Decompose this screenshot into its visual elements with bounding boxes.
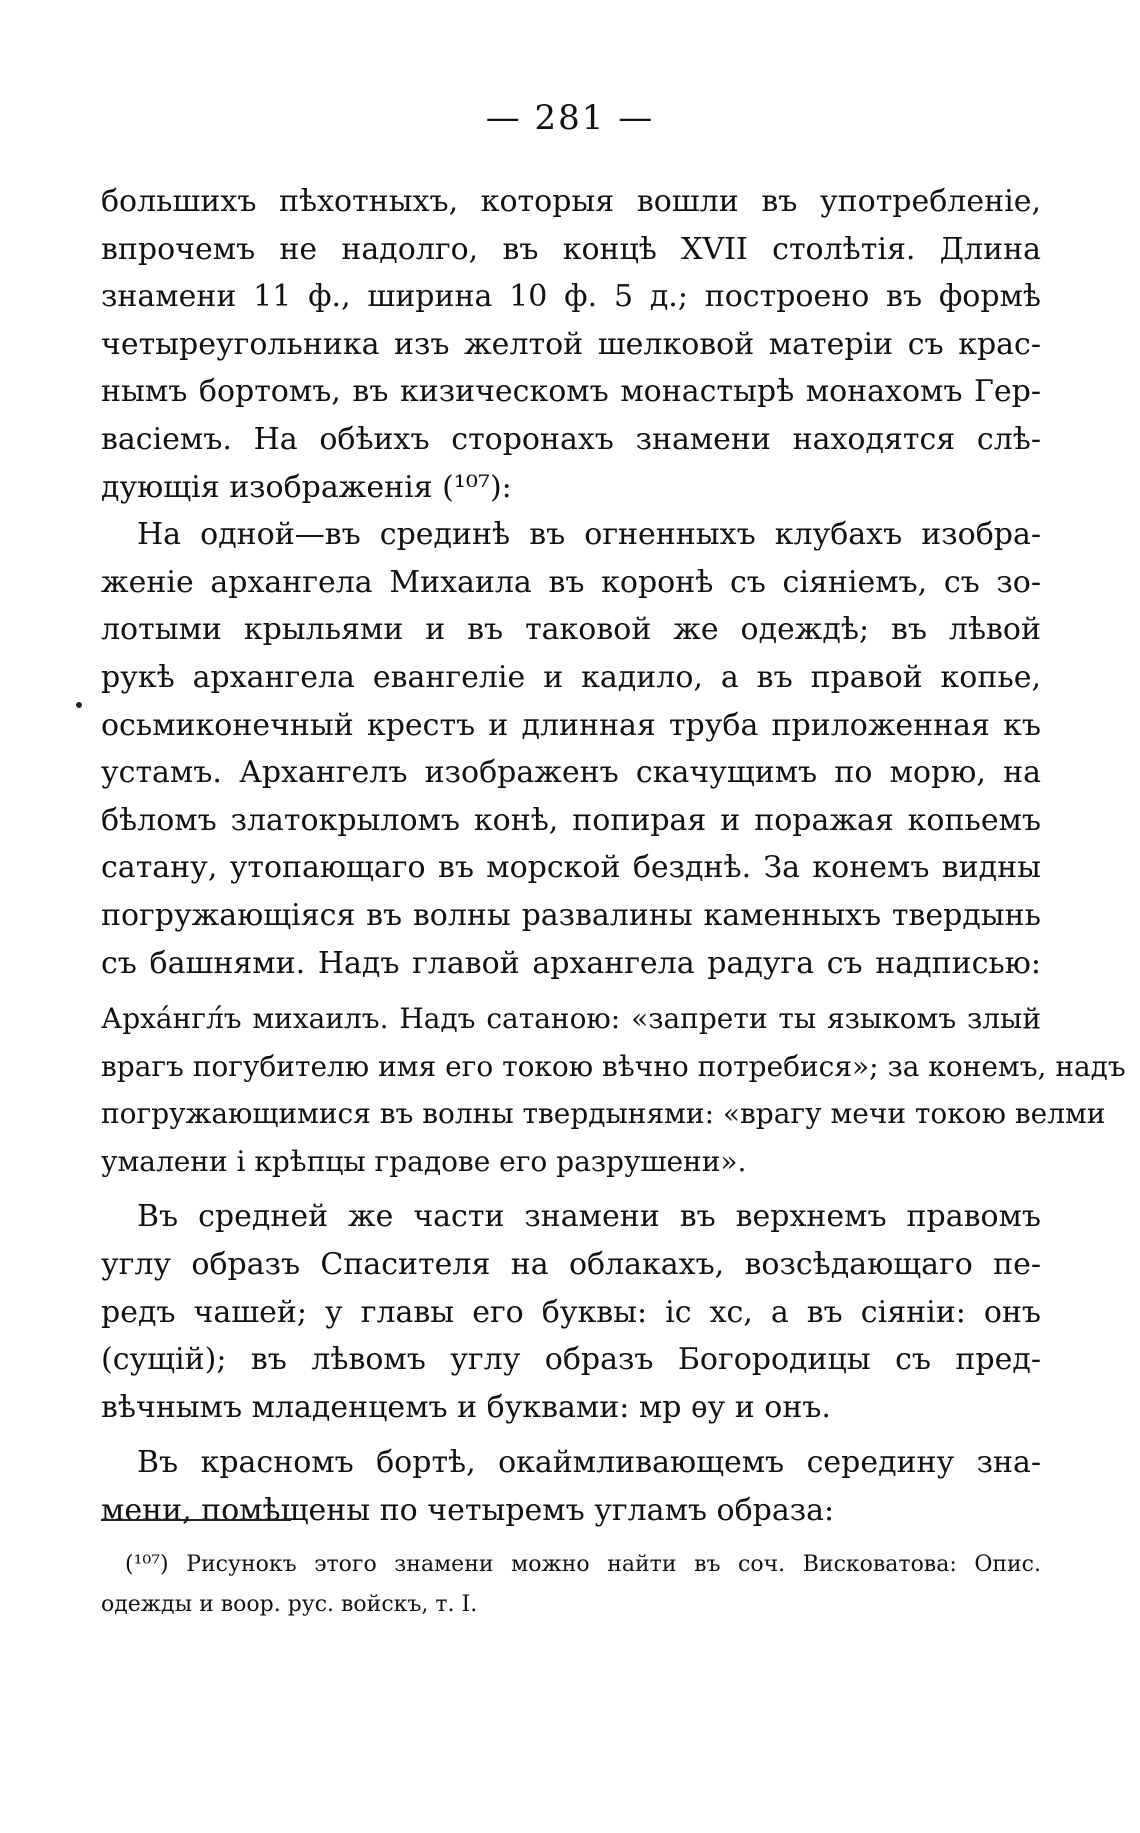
footnotes bbox=[101, 1545, 1041, 1625]
text-line: женіе архангела Михаила въ коронѣ съ сіяніемъ, съ зо- bbox=[101, 564, 1041, 600]
text-line: Въ средней же части знамени въ верхнемъ правомъ bbox=[137, 1199, 1041, 1235]
text-line: бѣломъ златокрыломъ конѣ, попирая и поражая копьемъ bbox=[101, 802, 1041, 838]
text-line: Арха́нгл́ъ михаилъ. Надъ сатаною: «запрети ты языкомъ злый bbox=[101, 1002, 1041, 1036]
text-line: впрочемъ не надолго, въ концѣ XVII столѣтія. Длина bbox=[101, 231, 1041, 267]
text-line: мени, помѣщены по четыремъ угламъ образа: bbox=[101, 1493, 835, 1529]
text-line: погружающіяся въ волны развалины каменныхъ твердынь bbox=[101, 897, 1041, 933]
page-number: — 281 — bbox=[485, 98, 655, 138]
footnote-divider bbox=[101, 1519, 291, 1521]
footnote-line: одежды и воор. рус. войскъ, т. I. bbox=[101, 1592, 478, 1617]
text-line: устамъ. Архангелъ изображенъ скачущимъ по морю, на bbox=[101, 755, 1041, 791]
margin-mark bbox=[76, 702, 82, 708]
text-line: васіемъ. На обѣихъ сторонахъ знамени находятся слѣ- bbox=[101, 421, 1041, 457]
text-line: лотыми крыльями и въ таковой же одеждѣ; въ лѣвой bbox=[101, 612, 1041, 648]
text-line: четыреугольника изъ желтой шелковой матеріи съ крас- bbox=[101, 326, 1041, 362]
text-line: дующія изображенія (¹⁰⁷): bbox=[101, 469, 512, 505]
text-line: умалени і крѣпцы градове его разрушени». bbox=[101, 1144, 747, 1178]
text-line: врагъ погубителю имя его токою вѣчно потребися»; за конемъ, надъ bbox=[101, 1049, 1126, 1083]
text-line: На одной—въ срединѣ въ огненныхъ клубахъ изобра- bbox=[137, 517, 1041, 553]
text-line: съ башнями. Надъ главой архангела радуга съ надписью: bbox=[101, 945, 1041, 981]
text-line: знамени 11 ф., ширина 10 ф. 5 д.; построено въ формѣ bbox=[101, 279, 1041, 315]
text-line: редъ чашей; у главы его буквы: іс хс, а въ сіяніи: онъ bbox=[101, 1294, 1041, 1330]
text-line: углу образъ Спасителя на облакахъ, возсѣдающаго пе- bbox=[101, 1247, 1041, 1283]
text-line: нымъ бортомъ, въ кизическомъ монастырѣ монахомъ Гер- bbox=[101, 374, 1041, 410]
text-line: осьмиконечный крестъ и длинная труба приложенная къ bbox=[101, 707, 1041, 743]
text-line: большихъ пѣхотныхъ, которыя вошли въ употребленіе, bbox=[101, 184, 1041, 219]
text-line: рукѣ архангела евангеліе и кадило, а въ правой копье, bbox=[101, 659, 1041, 695]
body-text bbox=[101, 178, 1126, 1535]
text-line: (сущій); въ лѣвомъ углу образъ Богородицы съ пред- bbox=[101, 1342, 1041, 1378]
text-line: сатану, утопающаго въ морской безднѣ. За конемъ видны bbox=[101, 850, 1041, 886]
text-line: погружающимися въ волны твердынями: «врагу мечи токою велми bbox=[101, 1097, 1106, 1131]
footnote-line: (¹⁰⁷) Рисунокъ этого знамени можно найти въ соч. Висковатова: Опис. bbox=[125, 1552, 1041, 1577]
text-line: вѣчнымъ младенцемъ и буквами: мр ѳу и онъ. bbox=[101, 1389, 831, 1425]
text-line: Въ красномъ бортѣ, окаймливающемъ середину зна- bbox=[137, 1445, 1041, 1481]
